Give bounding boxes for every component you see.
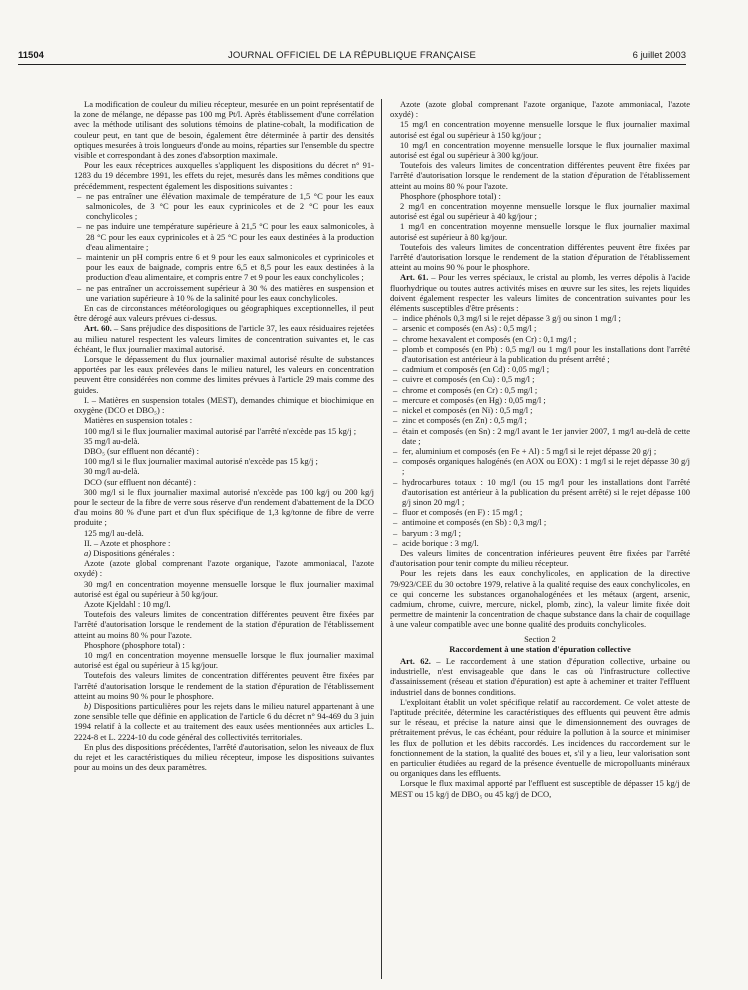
- paragraph: L'exploitant établit un volet spécifique relatif au raccordement. Ce volet atteste de l'aptitude précitée, détermine les caractéristiques des effluents qui peuvent être admis sur le réseau, et précise la nature ainsi que le dimensionnement des ouvrages de prétraitement prévus, le cas échéant, pour réduire la pollution à la source et minimiser les flux de pollution et les débits raccordés. Les incidences du raccordement sur le fonctionnement de la station, la qualité des boues et, s'il y a lieu, leur valorisation sont en particulier étudiées au regard de la présence éventuelle de micropolluants minéraux ou organiques dans les effluents.: [390, 696, 690, 779]
- conditions-list: [74, 191, 374, 303]
- article-61: [390, 272, 690, 313]
- paragraph: 125 mg/l au-delà.: [84, 527, 144, 538]
- list-item: – cuivre et composés (en Cu) : 0,5 mg/l ;: [402, 374, 690, 384]
- section-subtitle: Raccordement à une station d'épuration collective: [449, 643, 631, 654]
- paragraph: Phosphore (phosphore total) :: [84, 639, 185, 650]
- list-item: – chrome et composés (en Cr) : 0,5 mg/l ;: [402, 385, 690, 395]
- paragraph: En cas de circonstances météorologiques ou géographiques exceptionnelles, il peut être dérogé aux valeurs prévues ci-dessus.: [74, 303, 374, 324]
- page-header: [18, 49, 686, 63]
- paragraph: DCO (sur effluent non décanté) :: [84, 476, 196, 487]
- paragraph: [74, 701, 374, 742]
- publication-date: 6 juillet 2003: [632, 50, 686, 61]
- paragraph: Matières en suspension totales :: [84, 415, 193, 426]
- list-item: – baryum : 3 mg/l ;: [402, 528, 690, 538]
- paragraph: 300 mg/l si le flux journalier maximal autorisé n'excède pas 100 kg/j ou 200 kg/j pour le secteur de la fibre de verre sous réserve d'un rendement d'abattement de la DCO d'au moins 80 % d'une part et d'un flux spécifique de 1,3 kg/tonne de fibre de verre produite ;: [74, 486, 374, 528]
- column-divider: [381, 99, 382, 979]
- list-item: – étain et composés (en Sn) : 2 mg/l avant le 1er janvier 2007, 1 mg/l au-delà de cette date ;: [402, 426, 690, 446]
- paragraph: 35 mg/l au-delà.: [84, 435, 140, 446]
- paragraph: DBO₅ (sur effluent non décanté) :: [84, 445, 199, 456]
- paragraph: I. – Matières en suspension totales (MEST), demandes chimique et biochimique en oxygène (DCO et DBO₅) :: [74, 394, 374, 416]
- item-text: Dispositions particulières pour les rejets dans le milieu naturel appartenant à une zone sensible telle que définie en application de l'article 6 du décret n° 94-469 du 3 juin 1994 relatif à la collecte et au traitement des eaux usées mentionnées aux articles L. 2224-8 et L. 2224-10 du code général des collectivités territoriales.: [74, 700, 374, 742]
- journal-title: JOURNAL OFFICIEL DE LA RÉPUBLIQUE FRANÇAISE: [227, 50, 477, 61]
- paragraph: 15 mg/l en concentration moyenne mensuelle lorsque le flux journalier maximal autorisé est égal ou supérieur à 150 kg/jour ;: [390, 119, 690, 140]
- page-number: 11504: [18, 50, 44, 61]
- paragraph: Pour les eaux réceptrices auxquelles s'appliquent les dispositions du décret n° 91-1283 du 19 décembre 1991, les effets du rejet, mesurés dans les mêmes conditions que précédemment, respectent également les dispositions suivantes :: [74, 160, 374, 191]
- paragraph: 100 mg/l si le flux journalier maximal autorisé par l'arrêté n'excède pas 15 kg/j ;: [84, 425, 357, 436]
- list-item: – plomb et composés (en Pb) : 0,5 mg/l ou 1 mg/l pour les installations dont l'arrêté d'autorisation est antérieur à la publication du présent arrêté ;: [402, 344, 690, 364]
- list-item: – ne pas entraîner un accroissement supérieur à 30 % des matières en suspension et une variation supérieure à 10 % de la salinité pour les eaux conchylicoles.: [86, 283, 374, 303]
- list-item: – fer, aluminium et composés (en Fe + Al) : 5 mg/l si le rejet dépasse 20 g/j ;: [402, 446, 690, 456]
- list-item: – composés organiques halogénés (en AOX ou EOX) : 1 mg/l si le rejet dépasse 30 g/j ;: [402, 456, 690, 476]
- list-item: – hydrocarbures totaux : 10 mg/l (ou 15 mg/l pour les installations dont l'arrêté d'autorisation est antérieur à la publication du présent arrêté) si le rejet dépasse 100 g/j sinon 20 mg/l ;: [402, 477, 690, 508]
- paragraph: 10 mg/l en concentration moyenne mensuelle lorsque le flux journalier maximal autorisé est égal ou supérieur à 15 kg/jour.: [74, 649, 374, 671]
- paragraph: 2 mg/l en concentration moyenne mensuelle lorsque le flux journalier maximal autorisé est égal ou supérieur à 40 kg/jour ;: [390, 201, 690, 222]
- list-item: – mercure et composés (en Hg) : 0,05 mg/l ;: [402, 395, 690, 405]
- article-text: – Le raccordement à une station d'épuration collective, urbaine ou industrielle, n'est envisageable que dans le cas où l'infrastructure collective d'assainissement (réseau et station d'épuration) est apte à acheminer et traiter l'effluent industriel dans de bonnes conditions.: [390, 655, 690, 697]
- list-item: – antimoine et composés (en Sb) : 0,3 mg/l ;: [402, 517, 690, 527]
- paragraph: Lorsque le flux maximal apporté par l'effluent est susceptible de dépasser 15 kg/j de MEST ou 15 kg/j de DBO₅ ou 45 kg/j de DCO,: [390, 778, 690, 799]
- item-letter: b): [84, 700, 92, 711]
- item-letter: a): [84, 547, 92, 558]
- paragraph: 1 mg/l en concentration moyenne mensuelle lorsque le flux journalier maximal autorisé est supérieur à 80 kg/jour.: [390, 221, 690, 242]
- paragraph: Toutefois des valeurs limites de concentration différentes peuvent être fixées par l'arrêté d'autorisation lorsque le rendement de la station d'épuration de l'établissement atteint au moins 80 % pour l'azote.: [74, 609, 374, 640]
- paragraph: 30 mg/l en concentration moyenne mensuelle lorsque le flux journalier maximal autorisé est égal ou supérieur à 50 kg/jour.: [74, 578, 374, 599]
- list-item: – fluor et composés (en F) : 15 mg/l ;: [402, 507, 690, 517]
- paragraph: Toutefois des valeurs limites de concentration différentes peuvent être fixées par l'arrêté d'autorisation lorsque le rendement de la station d'épuration de l'établissement atteint au moins 90 % pour le phosphore.: [74, 670, 374, 701]
- list-item: – maintenir un pH compris entre 6 et 9 pour les eaux salmonicoles et cyprinicoles et pour les eaux de baignade, compris entre 6,5 et 8,5 pour les eaux destinées à la production d'eau alimentaire, et compris entre 7 et 9 pour les eaux conchylicoles ;: [86, 252, 374, 283]
- limits-list: [390, 313, 690, 548]
- paragraph: Lorsque le dépassement du flux journalier maximal autorisé résulte de substances apportées par les eaux prélevées dans le milieu naturel, les valeurs en concentration peuvent être considérées non comme des limites prévues à l'article 29 mais comme des guides.: [74, 354, 374, 395]
- section-title: Section 2: [524, 633, 556, 644]
- list-item: – zinc et composés (en Zn) : 0,5 mg/l ;: [402, 415, 690, 425]
- list-item: – arsenic et composés (en As) : 0,5 mg/l ;: [402, 323, 690, 333]
- list-item: – ne pas entraîner une élévation maximale de température de 1,5 °C pour les eaux salmonicoles, de 3 °C pour les eaux cyprinicoles et de 2 °C pour les eaux conchylicoles ;: [86, 191, 374, 222]
- paragraph: II. – Azote et phosphore :: [84, 537, 171, 548]
- header-rule: [18, 64, 686, 65]
- paragraph: Des valeurs limites de concentration inférieures peuvent être fixées par l'arrêté d'autorisation pour tenir compte du milieu récepteur.: [390, 547, 690, 569]
- paragraph: La modification de couleur du milieu récepteur, mesurée en un point représentatif de la zone de mélange, ne dépasse pas 100 mg Pt/l. Après établissement d'une corrélation avec la méthode utilisant des solutions témoins de platine-cobalt, la modification de couleur peut, en tant que de besoin, également être déterminée à partir des densités optiques mesurées à trois longueurs d'onde au moins, réparties sur l'ensemble du spectre visible et correspondant à des zones d'absorption maximale.: [74, 99, 374, 161]
- list-item: – acide borique : 3 mg/l.: [402, 538, 690, 548]
- paragraph: Azote Kjeldahl : 10 mg/l.: [84, 598, 171, 609]
- item-text: Dispositions générales :: [91, 547, 175, 558]
- paragraph: [74, 548, 374, 558]
- list-item: – nickel et composés (en Ni) : 0,5 mg/l ;: [402, 405, 690, 415]
- right-column: [390, 99, 690, 799]
- article-60: [74, 323, 374, 354]
- paragraph: 30 mg/l au-delà.: [84, 466, 140, 477]
- article-label: Art. 62.: [400, 655, 431, 666]
- list-item: – indice phénols 0,3 mg/l si le rejet dépasse 3 g/j ou sinon 1 mg/l ;: [402, 313, 690, 323]
- article-label: Art. 61.: [400, 272, 429, 283]
- list-item: – cadmium et composés (en Cd) : 0,05 mg/l ;: [402, 364, 690, 374]
- article-62: [390, 656, 690, 697]
- article-text: – Sans préjudice des dispositions de l'article 37, les eaux résiduaires rejetées au milieu naturel respectent les valeurs limites de concentration suivantes et, le cas échéant, le flux journalier maximal autorisé.: [74, 323, 374, 354]
- section-heading: [390, 634, 690, 654]
- paragraph: En plus des dispositions précédentes, l'arrêté d'autorisation, selon les niveaux de flux du rejet et les caractéristiques du milieu récepteur, impose les dispositions suivantes pour au moins un des deux paramètres.: [74, 741, 374, 773]
- article-label: Art. 60.: [84, 323, 112, 334]
- paragraph: Pour les rejets dans les eaux conchylicoles, en application de la directive 79/923/CEE du 30 octobre 1979, relative à la qualité requise des eaux conchylicoles, en ce qui concerne les substances organohalogénées et les métaux (argent, arsenic, cadmium, chrome, cuivre, mercure, nickel, plomb, zinc), la valeur limite fixée doit permettre de maintenir la concentration de chaque substance dans la chair de coquillage à une valeur compatible avec une bonne qualité des produits conchylicoles.: [390, 568, 690, 630]
- list-item: – chrome hexavalent et composés (en Cr) : 0,1 mg/l ;: [402, 334, 690, 344]
- paragraph: Azote (azote global comprenant l'azote organique, l'azote ammoniacal, l'azote oxydé) :: [390, 99, 690, 120]
- list-item: – ne pas induire une température supérieure à 21,5 °C pour les eaux salmonicoles, à 28 °C pour les eaux cyprinicoles et à 25 °C pour les eaux destinées à la production d'eau alimentaire ;: [86, 221, 374, 252]
- paragraph: Phosphore (phosphore total) :: [400, 190, 501, 201]
- paragraph: Toutefois des valeurs limites de concentration différentes peuvent être fixées par l'arrêté d'autorisation lorsque le rendement de la station d'épuration de l'établissement atteint au moins 90 % pour le phosphore.: [390, 241, 690, 273]
- article-text: – Pour les verres spéciaux, le cristal au plomb, les verres dépolis à l'acide fluorhydrique ou toutes autres activités mises en œuvre sur les sites, les rejets liquides doivent également respecter les valeurs limites de concentration suivantes pour les éléments susceptibles d'être présents :: [390, 272, 690, 314]
- paragraph: Azote (azote global comprenant l'azote organique, l'azote ammoniacal, l'azote oxydé) :: [74, 558, 374, 579]
- left-column: [74, 99, 374, 772]
- paragraph: 10 mg/l en concentration moyenne mensuelle lorsque le flux journalier maximal autorisé est égal ou supérieur à 300 kg/jour.: [390, 139, 690, 161]
- paragraph: 100 mg/l si le flux journalier maximal autorisé n'excède pas 15 kg/j ;: [84, 456, 318, 467]
- paragraph: Toutefois des valeurs limites de concentration différentes peuvent être fixées par l'arrêté d'autorisation lorsque le rendement de la station d'épuration de l'établissement atteint au moins 80 % pour l'azote.: [390, 160, 690, 191]
